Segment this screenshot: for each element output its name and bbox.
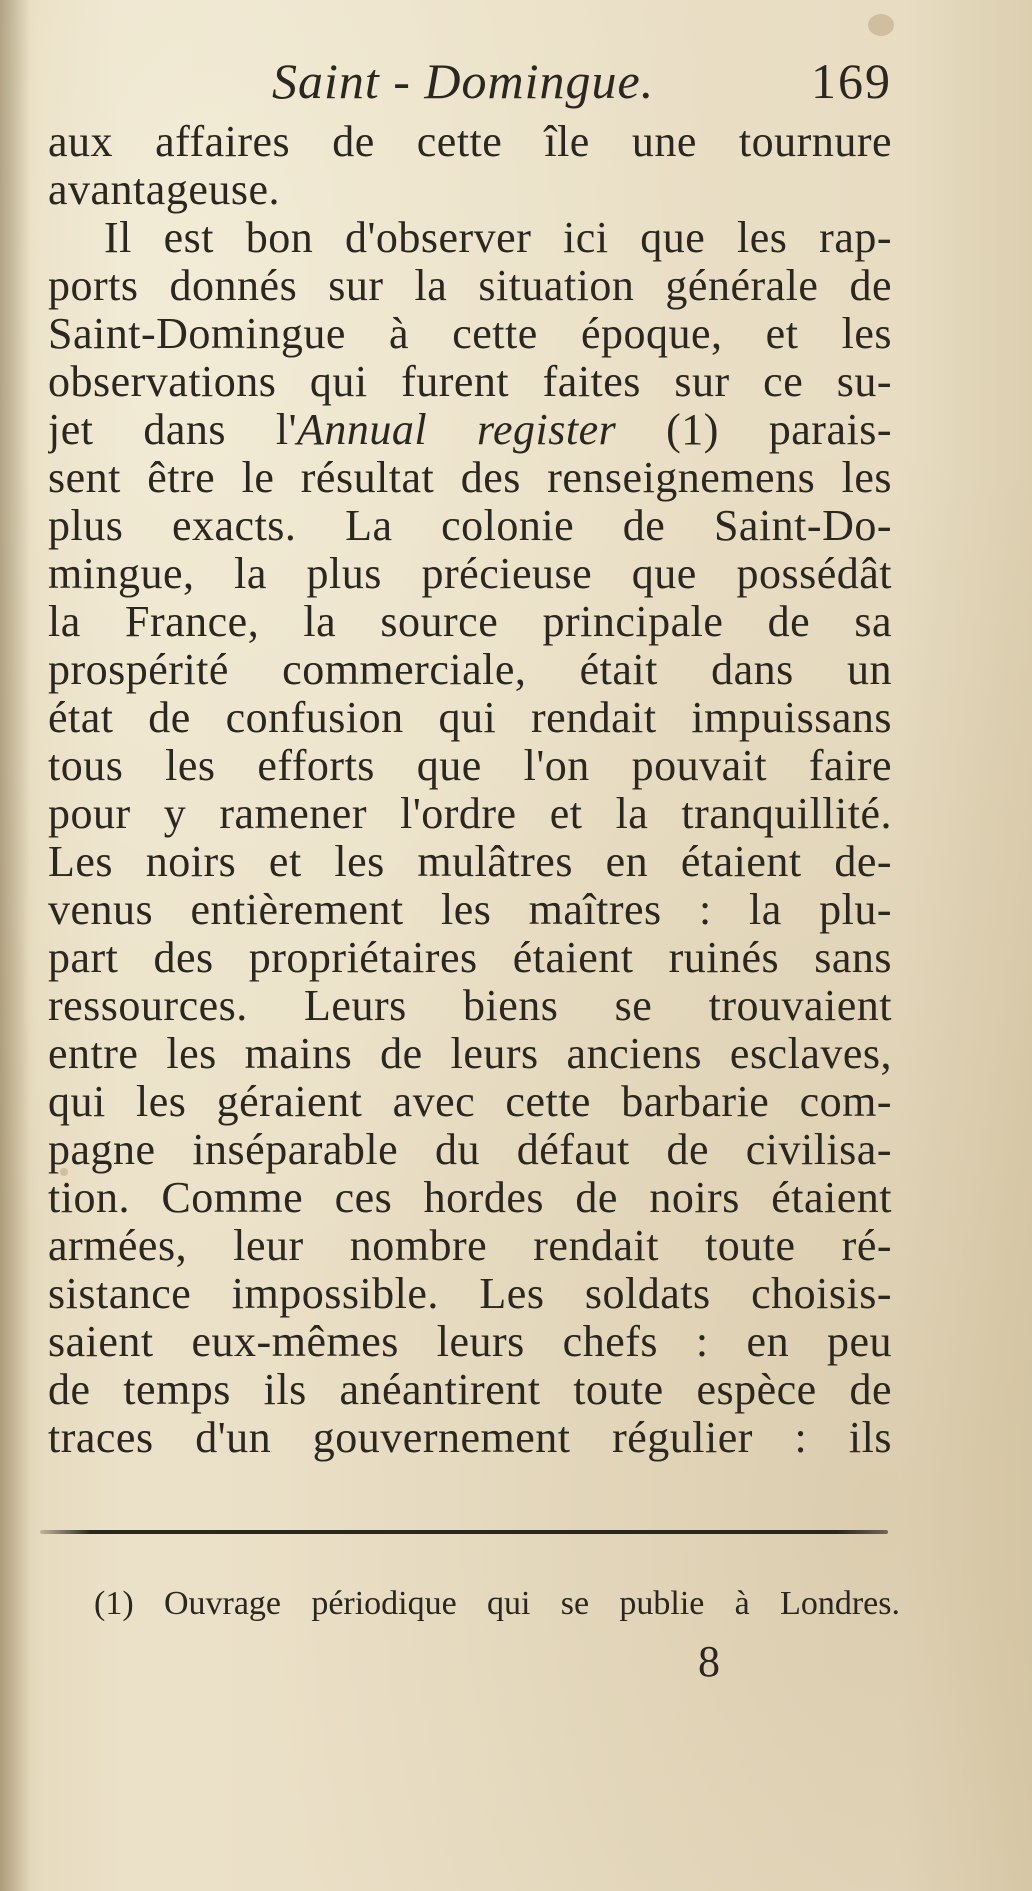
footnote: (1) Ouvrage périodique qui se publie à Londres. bbox=[94, 1585, 900, 1622]
text-line-with-italic bbox=[48, 406, 892, 454]
text-line: traces d'un gouvernement régulier : ils bbox=[48, 1414, 892, 1462]
text-line: tion. Comme ces hordes de noirs étaient bbox=[48, 1174, 892, 1222]
text-line: la France, la source principale de sa bbox=[48, 598, 892, 646]
text-line: sent être le résultat des renseignemens les bbox=[48, 454, 892, 502]
text-line: Il est bon d'observer ici que les rap- bbox=[104, 214, 892, 262]
foxing-spot bbox=[868, 14, 894, 36]
text-line: sistance impossible. Les soldats choisis- bbox=[48, 1270, 892, 1318]
text-line: avantageuse. bbox=[48, 166, 280, 214]
text-line: armées, leur nombre rendait toute ré- bbox=[48, 1222, 892, 1270]
running-title: Saint - Domingue. bbox=[272, 53, 655, 109]
footnote-rule bbox=[40, 1530, 888, 1534]
text-line: ressources. Leurs biens se trouvaient bbox=[48, 982, 892, 1030]
text-line: observations qui furent faites sur ce su- bbox=[48, 358, 892, 406]
text-line: venus entièrement les maîtres : la plu- bbox=[48, 886, 892, 934]
signature-mark: 8 bbox=[698, 1637, 720, 1686]
page-number: 169 bbox=[811, 53, 892, 109]
text-line: qui les géraient avec cette barbarie com- bbox=[48, 1078, 892, 1126]
text-line: saient eux-mêmes leurs chefs : en peu bbox=[48, 1318, 892, 1366]
text-line: plus exacts. La colonie de Saint-Do- bbox=[48, 502, 892, 550]
text-segment: (1) parais- bbox=[616, 406, 892, 454]
text-line: pour y ramener l'ordre et la tranquillité. bbox=[48, 790, 892, 838]
text-line: aux affaires de cette île une tournure bbox=[48, 118, 892, 166]
text-line: pagne inséparable du défaut de civilisa- bbox=[48, 1126, 892, 1174]
text-line: Saint-Domingue à cette époque, et les bbox=[48, 310, 892, 358]
text-line: entre les mains de leurs anciens esclaves, bbox=[48, 1030, 892, 1078]
body-text bbox=[48, 118, 892, 1462]
text-line: prospérité commerciale, était dans un bbox=[48, 646, 892, 694]
text-line: tous les efforts que l'on pouvait faire bbox=[48, 742, 892, 790]
running-header bbox=[272, 52, 892, 124]
text-line: part des propriétaires étaient ruinés sans bbox=[48, 934, 892, 982]
text-line: état de confusion qui rendait impuissans bbox=[48, 694, 892, 742]
text-line: ports donnés sur la situation générale de bbox=[48, 262, 892, 310]
text-line: Les noirs et les mulâtres en étaient de- bbox=[48, 838, 892, 886]
text-line: de temps ils anéantirent toute espèce de bbox=[48, 1366, 892, 1414]
italic-title: Annual register bbox=[297, 406, 617, 454]
text-line: mingue, la plus précieuse que possédât bbox=[48, 550, 892, 598]
text-segment: jet dans l' bbox=[48, 406, 298, 454]
spine-shadow bbox=[0, 0, 30, 1891]
